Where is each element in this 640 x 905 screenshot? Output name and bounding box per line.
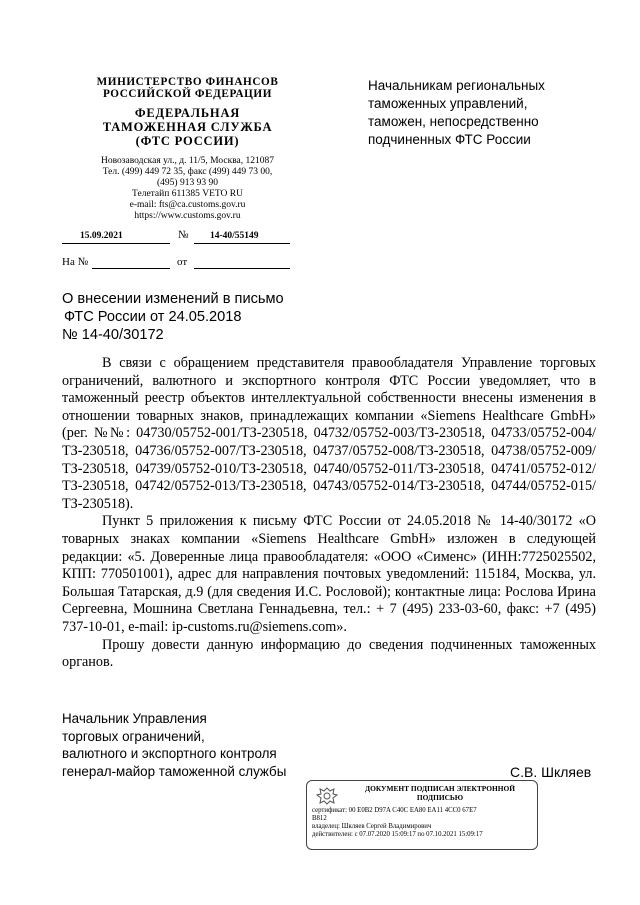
owner-line: владелец: Шкляев Сергей Владимирович bbox=[312, 823, 432, 830]
teletype-line: Телетайп 611385 VETO RU bbox=[132, 189, 243, 199]
number-sign: № bbox=[178, 229, 189, 241]
electronic-signature-stamp bbox=[306, 780, 538, 850]
letter-body bbox=[62, 355, 596, 672]
letter-number: 14-40/55149 bbox=[210, 231, 259, 241]
reply-date-label: от bbox=[177, 256, 188, 268]
emblem-icon bbox=[313, 785, 341, 807]
number-underline bbox=[194, 243, 290, 244]
body-paragraph-2: Пункт 5 приложения к письму ФТС России от 24.05.2018 № 14-40/30172 «О товарных знаках компании «Siemens Healthcare GmbH» изложен в следующей редакции: «5. Доверенные лица правообладателя: «ООО «Сименс» (ИНН:7725025502, КПП: 770501001), адрес для направления почтовых уведомлений: 115184, Москва, ул. Большая Татарская, д.9 (для сведения И.С. Рословой); контактные лица: Рослова Ирина Сергеевна, Мошнина Светлана Геннадьевна, тел.: + 7 (495) 233-03-60, факс: +7 (495) 737-10-01, e-mail: ip-customs.ru@siemens.com». bbox=[62, 513, 596, 635]
letter-date: 15.09.2021 bbox=[80, 231, 123, 241]
stamp-title: ДОКУМЕНТ ПОДПИСАН ЭЛЕКТРОННОЙ ПОДПИСЬЮ bbox=[365, 784, 515, 802]
sender-header bbox=[55, 76, 320, 222]
certificate-line: сертификат: 00 E0B2 D97A C40C EA80 EA11 4CC0 67E7 bbox=[312, 807, 477, 814]
reply-date-underline bbox=[194, 268, 290, 269]
letter-subject: О внесении изменений в письмо ФТС России от 24.05.2018 № 14-40/30172 bbox=[62, 291, 284, 343]
date-underline bbox=[62, 243, 170, 244]
email-line: e-mail: fts@ca.customs.gov.ru bbox=[129, 200, 246, 210]
signer-name: С.В. Шкляев bbox=[510, 764, 592, 780]
addressee: Начальникам региональных таможенных управлений, таможен, непосредственно подчиненных ФТС России bbox=[368, 78, 545, 147]
certificate-line-2: B812 bbox=[312, 815, 327, 822]
ministry-name: МИНИСТЕРСТВО ФИНАНСОВ РОССИЙСКОЙ ФЕДЕРАЦИИ bbox=[96, 76, 279, 100]
service-name: ФЕДЕРАЛЬНАЯ ТАМОЖЕННАЯ СЛУЖБА (ФТС РОССИИ) bbox=[102, 106, 273, 148]
website-line: https://www.customs.gov.ru bbox=[134, 211, 241, 221]
phone-line: Тел. (499) 449 72 35, факс (499) 449 73 00, bbox=[102, 167, 273, 177]
body-paragraph-3: Прошу довести данную информацию до сведения подчиненных таможенных органов. bbox=[62, 636, 596, 671]
reply-number-underline bbox=[92, 268, 170, 269]
reply-number-label: На № bbox=[62, 256, 89, 268]
sender-contacts bbox=[55, 156, 320, 222]
phone-line-2: (495) 913 93 90 bbox=[157, 178, 218, 188]
address-line: Новозаводская ул., д. 11/5, Москва, 121087 bbox=[100, 156, 275, 166]
signer-title: Начальник Управления торговых ограничений, валютного и экспортного контроля генерал-майор таможенной службы bbox=[62, 711, 287, 779]
validity-line: действителен: с 07.07.2020 15:09:17 по 07.10.2021 15:09:17 bbox=[312, 831, 483, 838]
body-paragraph-1: В связи с обращением представителя правообладателя Управление торговых ограничений, валютного и экспортного контроля ФТС России уведомляет, что в таможенный реестр объектов интеллектуальной собственности внесены изменения в отношении товарных знаков, принадлежащих компании «Siemens Healthcare GmbH» (рег. №№: 04730/05752-001/ТЗ-230518, 04732/05752-003/ТЗ-230518, 04733/05752-004/ТЗ-230518, 04736/05752-007/ТЗ-230518, 04737/05752-008/ТЗ-230518, 04738/05752-009/ТЗ-230518, 04739/05752-010/ТЗ-230518, 04740/05752-011/ТЗ-230518, 04741/05752-012/ ТЗ-230518, 04742/05752-013/ТЗ-230518, 04743/05752-014/ТЗ-230518, 04744/05752-015/ТЗ-230518). bbox=[62, 355, 596, 512]
